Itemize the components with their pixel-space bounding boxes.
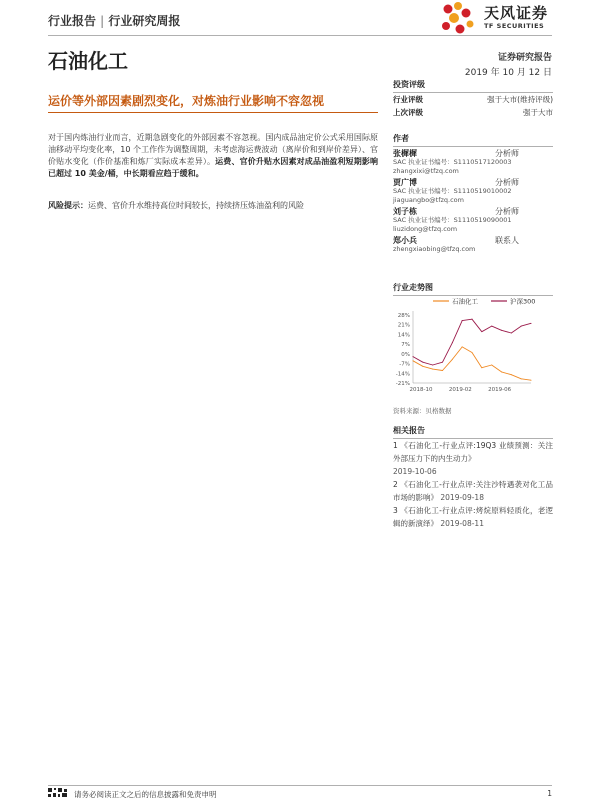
y-tick-label: -21% <box>395 381 410 387</box>
author-sac: SAC 执业证书编号：S1110519090001 <box>393 216 512 224</box>
data-point <box>413 360 414 361</box>
y-tick-label: -14% <box>395 371 410 378</box>
y-tick-label: 7% <box>401 342 410 349</box>
author-name: 贾广博 <box>393 178 417 187</box>
author-name: 张樨樨 <box>393 149 417 158</box>
y-tick-label: 28% <box>397 313 410 319</box>
report-category <box>48 12 180 29</box>
author-sac: SAC 执业证书编号：S1110517120003 <box>393 158 512 166</box>
data-point <box>432 369 433 370</box>
summary-paragraph <box>48 132 378 180</box>
author-sac: SAC 执业证书编号：S1110519010002 <box>393 187 512 195</box>
author-role: 联系人 <box>495 236 519 245</box>
trend-title: 行业走势图 <box>393 281 553 296</box>
x-tick-label: 2019-06 <box>488 387 512 393</box>
data-point <box>521 378 522 379</box>
related-section <box>393 424 553 530</box>
related-report-title: 1 《石油化工-行业点评:19Q3 业绩预测：关注外部压力下的内生动力》 <box>393 441 553 463</box>
data-point <box>501 330 502 331</box>
author-email[interactable]: zhangxixi@tfzq.com <box>393 167 459 175</box>
authors-title: 作者 <box>393 132 553 147</box>
logo-text-en: TF SECURITIES <box>484 22 545 30</box>
x-tick-label: 2018-10 <box>409 387 433 393</box>
series-line <box>413 319 531 365</box>
rating-section <box>393 78 553 119</box>
data-point <box>531 323 532 324</box>
report-date: 2019 年 10 月 12 日 <box>464 68 552 78</box>
author-email[interactable]: jiaguangbo@tfzq.com <box>393 196 464 204</box>
report-headline: 运价等外部因素剧烈变化，对炼油行业影响不容忽视 <box>48 94 325 108</box>
related-report-item[interactable] <box>393 504 553 530</box>
related-report-date: 2019-09-18 <box>440 493 484 502</box>
report-type: 证券研究报告 <box>497 53 552 63</box>
data-point <box>481 367 482 368</box>
data-point <box>472 352 473 353</box>
logo-text-cn: 天风证券 <box>484 4 549 22</box>
data-point <box>432 364 433 365</box>
author-role: 分析师 <box>495 149 519 158</box>
data-point <box>521 326 522 327</box>
header-divider <box>48 35 552 36</box>
rating-row-previous <box>393 106 553 119</box>
author-email[interactable]: liuzidong@tfzq.com <box>393 225 458 233</box>
authors-section <box>393 132 553 254</box>
category-weekly: 行业研究周报 <box>108 14 181 28</box>
qr-code-icon <box>48 788 68 798</box>
data-point <box>531 380 532 381</box>
related-report-date: 2019-10-06 <box>393 467 437 476</box>
risk-label: 风险提示： <box>48 201 88 210</box>
data-point <box>472 319 473 320</box>
author-entry <box>393 178 553 205</box>
author-entry <box>393 236 553 254</box>
data-point <box>452 359 453 360</box>
rating-title: 投资评级 <box>393 78 553 93</box>
author-email[interactable]: zhengxiaobing@tfzq.com <box>393 245 476 253</box>
rating-label: 行业评级 <box>393 95 423 104</box>
rating-label: 上次评级 <box>393 108 423 117</box>
footer-divider <box>48 785 552 786</box>
data-point <box>413 356 414 357</box>
data-point <box>511 333 512 334</box>
chart-source: 资料来源：贝格数据 <box>393 407 452 415</box>
data-point <box>491 326 492 327</box>
data-point <box>422 366 423 367</box>
data-point <box>491 364 492 365</box>
related-report-date: 2019-08-11 <box>440 519 484 528</box>
author-role: 分析师 <box>495 207 519 216</box>
legend-label: 石油化工 <box>452 297 478 306</box>
data-point <box>501 371 502 372</box>
rating-value: 强于大市 <box>523 108 553 117</box>
rating-row-current <box>393 93 553 106</box>
author-entry <box>393 149 553 176</box>
summary-bold-text: 运费、官价升贴水因素对成品油盈利短期影响已超过 10 美金/桶，中长期看应趋于缓和。 <box>48 157 379 178</box>
y-tick-label: 14% <box>397 332 410 339</box>
footer-disclaimer: 请务必阅读正文之后的信息披露和免责申明 <box>74 790 217 799</box>
author-name: 刘子栋 <box>393 207 417 216</box>
author-role: 分析师 <box>495 178 519 187</box>
author-entry <box>393 207 553 234</box>
headline-underline <box>48 112 378 113</box>
summary-text: 对于国内炼油行业而言，近期急剧变化的外部因素不容忽视。国内成品油定价公式采用国际原油移动平均变化率，10 个工作作为调整周期，未考虑海运费波动（离岸价和到岸价差异）、官价贴水变化（作价基准和炼厂实际成本差异）。 <box>48 133 378 166</box>
y-tick-label: 0% <box>401 351 410 358</box>
data-point <box>481 331 482 332</box>
data-point <box>422 362 423 363</box>
data-point <box>462 346 463 347</box>
y-tick-label: -7% <box>399 361 410 368</box>
legend-label: 沪深300 <box>510 297 536 306</box>
related-title: 相关报告 <box>393 424 553 439</box>
related-report-title: 3 《石油化工-行业点评:烤烷原料轻质化，老逻辑的新演绎》 <box>393 506 553 528</box>
author-name: 郑小兵 <box>393 236 417 245</box>
related-report-item[interactable] <box>393 439 553 478</box>
risk-text: 运费、官价升水维持高位时间较长，持续挤压炼油盈利的风险 <box>88 201 304 210</box>
data-point <box>462 320 463 321</box>
risk-warning <box>48 200 378 212</box>
data-point <box>442 362 443 363</box>
data-point <box>442 370 443 371</box>
category-separator: | <box>100 14 105 28</box>
trend-line-chart <box>393 293 553 403</box>
category-industry-report: 行业报告 <box>48 14 97 28</box>
rating-value: 强于大市(维持评级) <box>487 95 553 104</box>
page-number: 1 <box>547 789 552 798</box>
data-point <box>452 342 453 343</box>
related-report-title: 2 《石油化工-行业点评:关注沙特遇袭对化工品市场的影响》 <box>393 480 553 502</box>
industry-title: 石油化工 <box>48 49 128 73</box>
data-point <box>511 374 512 375</box>
y-tick-label: 21% <box>397 322 410 329</box>
related-report-item[interactable] <box>393 478 553 504</box>
series-line <box>413 347 531 380</box>
x-tick-label: 2019-02 <box>448 387 472 393</box>
